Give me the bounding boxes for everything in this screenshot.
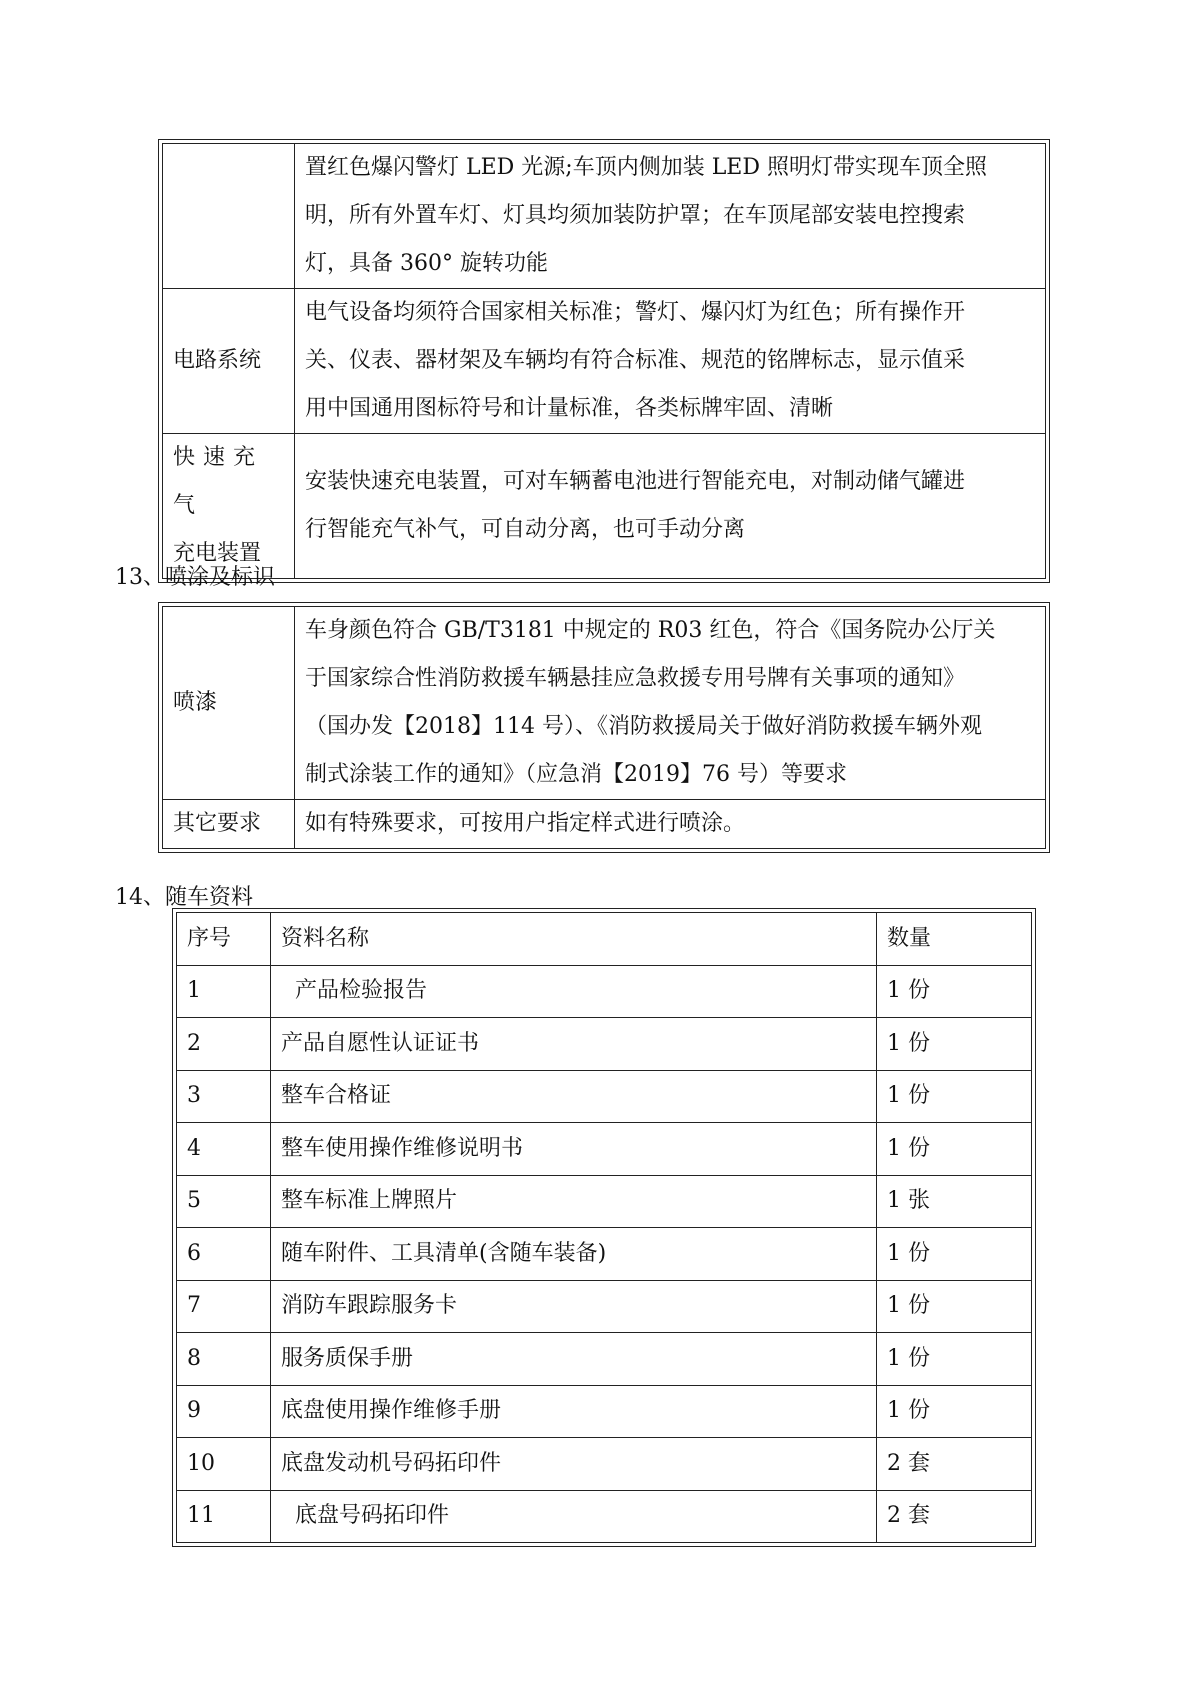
content-line: 用中国通用图标符号和计量标准，各类标牌牢固、清晰 [305, 396, 834, 421]
row-label [163, 434, 295, 579]
content-line: （国办发【2018】114 号）、《消防救援局关于做好消防救援车辆外观 [305, 714, 982, 739]
content-line: 置红色爆闪警灯 LED 光源;车顶内侧加装 LED 照明灯带实现车顶全照 [305, 155, 988, 180]
cell-quantity: 1 份 [877, 965, 1032, 1018]
row-content [295, 800, 1046, 849]
cell-name: 随车附件、工具清单(含随车装备) [271, 1228, 877, 1281]
cell-quantity: 2 套 [877, 1438, 1032, 1491]
row-label: 电路系统 [163, 289, 295, 434]
cell-index: 6 [177, 1228, 271, 1281]
cell-index: 3 [177, 1070, 271, 1123]
table-row [177, 1228, 1032, 1281]
cell-name: 底盘号码拓印件 [271, 1490, 877, 1543]
header-index: 序号 [177, 913, 271, 966]
table-row [177, 1018, 1032, 1071]
cell-index: 8 [177, 1333, 271, 1386]
cell-quantity: 1 份 [877, 1018, 1032, 1071]
content-line: 行智能充气补气，可自动分离，也可手动分离 [305, 517, 746, 542]
cell-index: 10 [177, 1438, 271, 1491]
row-label: 喷漆 [163, 607, 295, 800]
header-name: 资料名称 [271, 913, 877, 966]
content-line: 明，所有外置车灯、灯具均须加装防护罩；在车顶尾部安装电控搜索 [305, 203, 966, 228]
cell-quantity: 1 份 [877, 1228, 1032, 1281]
cell-index: 9 [177, 1385, 271, 1438]
cell-name: 整车使用操作维修说明书 [271, 1123, 877, 1176]
electrical-spec-table [162, 143, 1046, 579]
row-label [163, 144, 295, 289]
documents-table [176, 912, 1032, 1543]
cell-quantity: 1 份 [877, 1333, 1032, 1386]
cell-quantity: 2 套 [877, 1490, 1032, 1543]
cell-index: 1 [177, 965, 271, 1018]
content-line: 灯，具备 360° 旋转功能 [305, 251, 548, 276]
cell-quantity: 1 份 [877, 1280, 1032, 1333]
cell-name: 服务质保手册 [271, 1333, 877, 1386]
label-line: 充电装置 [173, 541, 262, 566]
content-line: 电气设备均须符合国家相关标准；警灯、爆闪灯为红色；所有操作开 [305, 300, 966, 325]
table-row [177, 1438, 1032, 1491]
row-content [295, 144, 1046, 289]
cell-name: 底盘发动机号码拓印件 [271, 1438, 877, 1491]
cell-index: 5 [177, 1175, 271, 1228]
row-content [295, 289, 1046, 434]
cell-index: 7 [177, 1280, 271, 1333]
table-row [177, 1123, 1032, 1176]
content-line: 车身颜色符合 GB/T3181 中规定的 R03 红色，符合《国务院办公厅关 [305, 618, 996, 643]
table-row [177, 1175, 1032, 1228]
table-row [177, 1385, 1032, 1438]
cell-index: 4 [177, 1123, 271, 1176]
table-row [177, 965, 1032, 1018]
table-row [163, 800, 1046, 849]
cell-quantity: 1 张 [877, 1175, 1032, 1228]
header-quantity: 数量 [877, 913, 1032, 966]
table-row [177, 1070, 1032, 1123]
paint-spec-table [162, 606, 1046, 849]
content-line: 安装快速充电装置，可对车辆蓄电池进行智能充电，对制动储气罐进 [305, 469, 966, 494]
section-heading-13: 13、喷涂及标识 [115, 565, 275, 590]
cell-name: 底盘使用操作维修手册 [271, 1385, 877, 1438]
content-line: 制式涂装工作的通知》（应急消【2019】76 号）等要求 [305, 762, 847, 787]
table-header-row [177, 913, 1032, 966]
table-row [163, 434, 1046, 579]
row-label: 其它要求 [163, 800, 295, 849]
row-content [295, 434, 1046, 579]
table-row [163, 607, 1046, 800]
table-row [163, 144, 1046, 289]
row-content [295, 607, 1046, 800]
content-line: 关、仪表、器材架及车辆均有符合标准、规范的铭牌标志，显示值采 [305, 348, 966, 373]
cell-name: 产品自愿性认证证书 [271, 1018, 877, 1071]
section-heading-14: 14、随车资料 [115, 885, 253, 910]
cell-quantity: 1 份 [877, 1123, 1032, 1176]
cell-name: 整车合格证 [271, 1070, 877, 1123]
cell-name: 消防车跟踪服务卡 [271, 1280, 877, 1333]
table-row [163, 289, 1046, 434]
table-row [177, 1490, 1032, 1543]
content-line: 于国家综合性消防救援车辆悬挂应急救援专用号牌有关事项的通知》 [305, 666, 966, 691]
content-line: 如有特殊要求，可按用户指定样式进行喷涂。 [305, 811, 746, 836]
table-row [177, 1280, 1032, 1333]
cell-index: 11 [177, 1490, 271, 1543]
cell-index: 2 [177, 1018, 271, 1071]
cell-quantity: 1 份 [877, 1385, 1032, 1438]
cell-name: 整车标准上牌照片 [271, 1175, 877, 1228]
label-line: 快速充气 [173, 445, 264, 518]
table-row [177, 1333, 1032, 1386]
cell-name: 产品检验报告 [271, 965, 877, 1018]
cell-quantity: 1 份 [877, 1070, 1032, 1123]
